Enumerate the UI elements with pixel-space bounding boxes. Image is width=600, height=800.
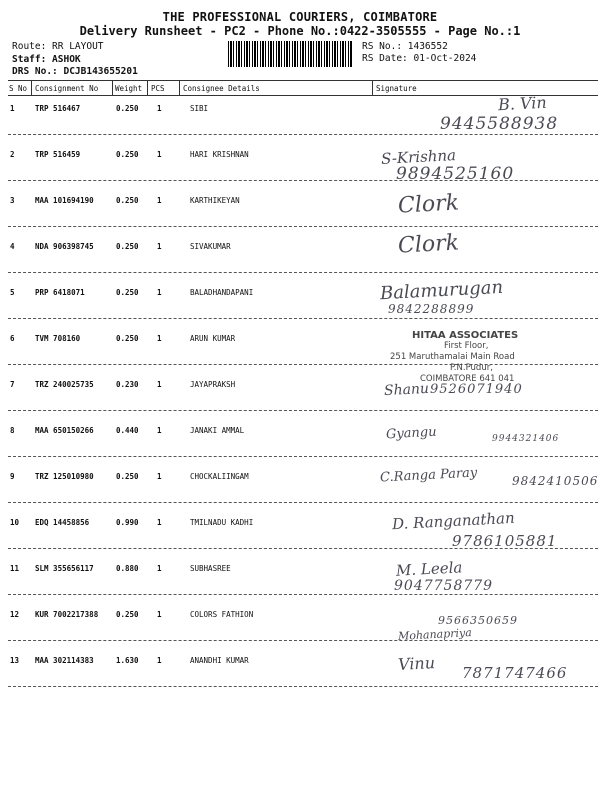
consignee-name: ARUN KUMAR bbox=[190, 334, 236, 343]
serial-number: 4 bbox=[10, 242, 15, 251]
consignee-name: SIBI bbox=[190, 104, 209, 113]
handwritten-phone: 9047758779 bbox=[394, 578, 494, 594]
pcs-value: 1 bbox=[157, 518, 162, 527]
route-label: Route: RR LAYOUT bbox=[12, 41, 104, 52]
consignment-number: TRZ 240025735 bbox=[35, 380, 94, 389]
weight-value: 0.440 bbox=[116, 426, 139, 435]
serial-number: 5 bbox=[10, 288, 15, 297]
handwritten-signature: D. Ranganathan bbox=[391, 508, 516, 534]
handwritten-signature: B. Vin bbox=[497, 92, 548, 115]
col-divider bbox=[31, 80, 32, 95]
serial-number: 7 bbox=[10, 380, 15, 389]
handwritten-signature: Balamurugan bbox=[379, 276, 504, 305]
row-separator bbox=[8, 548, 598, 549]
weight-value: 0.250 bbox=[116, 288, 139, 297]
handwritten-signature: S-Krishna bbox=[380, 146, 457, 168]
consignee-name: JANAKI AMMAL bbox=[190, 426, 245, 435]
stamp-line: HITAA ASSOCIATES bbox=[412, 330, 519, 341]
rs-date: RS Date: 01-Oct-2024 bbox=[362, 53, 477, 64]
col-divider bbox=[179, 80, 180, 95]
handwritten-signature: Mohanapriya bbox=[397, 626, 473, 643]
serial-number: 8 bbox=[10, 426, 15, 435]
serial-number: 2 bbox=[10, 150, 15, 159]
weight-value: 0.990 bbox=[116, 518, 139, 527]
stamp-line: First Floor, bbox=[444, 341, 489, 351]
handwritten-signature: M. Leela bbox=[395, 558, 463, 580]
pcs-value: 1 bbox=[157, 426, 162, 435]
handwritten-signature: Clork bbox=[397, 230, 460, 259]
weight-value: 0.880 bbox=[116, 564, 139, 573]
serial-number: 6 bbox=[10, 334, 15, 343]
pcs-value: 1 bbox=[157, 104, 162, 113]
serial-number: 11 bbox=[10, 564, 20, 573]
consignee-name: HARI KRISHNAN bbox=[190, 150, 249, 159]
col-header-consignment: Consignment No bbox=[35, 84, 99, 93]
col-header-signature: Signature bbox=[376, 84, 417, 93]
row-separator bbox=[8, 226, 598, 227]
weight-value: 0.250 bbox=[116, 242, 139, 251]
pcs-value: 1 bbox=[157, 242, 162, 251]
serial-number: 12 bbox=[10, 610, 20, 619]
handwritten-signature: Gyangu bbox=[385, 424, 437, 443]
consignee-name: SUBHASREE bbox=[190, 564, 231, 573]
pcs-value: 1 bbox=[157, 472, 162, 481]
pcs-value: 1 bbox=[157, 288, 162, 297]
consignment-number: TRP 516467 bbox=[35, 104, 81, 113]
handwritten-phone: 9445588938 bbox=[440, 114, 559, 134]
col-header-weight: Weight bbox=[115, 84, 143, 93]
col-divider bbox=[112, 80, 113, 95]
consignee-name: SIVAKUMAR bbox=[190, 242, 231, 251]
row-separator bbox=[8, 410, 598, 411]
handwritten-phone: 9894525160 bbox=[396, 164, 515, 184]
weight-value: 0.250 bbox=[116, 104, 139, 113]
drs-number: DRS No.: DCJB143655201 bbox=[12, 66, 138, 77]
header-top-rule bbox=[8, 80, 598, 81]
consignee-name: KARTHIKEYAN bbox=[190, 196, 240, 205]
row-separator bbox=[8, 272, 598, 273]
weight-value: 0.250 bbox=[116, 196, 139, 205]
serial-number: 9 bbox=[10, 472, 15, 481]
consignment-number: TRP 516459 bbox=[35, 150, 81, 159]
consignment-number: PRP 6418071 bbox=[35, 288, 85, 297]
consignment-number: MAA 650150266 bbox=[35, 426, 94, 435]
weight-value: 1.630 bbox=[116, 656, 139, 665]
serial-number: 3 bbox=[10, 196, 15, 205]
pcs-value: 1 bbox=[157, 334, 162, 343]
pcs-value: 1 bbox=[157, 196, 162, 205]
handwritten-phone: 9944321406 bbox=[492, 434, 560, 444]
row-separator bbox=[8, 456, 598, 457]
serial-number: 13 bbox=[10, 656, 20, 665]
handwritten-phone: 9566350659 bbox=[438, 614, 518, 627]
handwritten-phone: 9526071940 bbox=[430, 382, 523, 397]
consignee-name: ANANDHI KUMAR bbox=[190, 656, 249, 665]
handwritten-signature: Shanu bbox=[383, 380, 430, 400]
row-separator bbox=[8, 640, 598, 641]
col-divider bbox=[372, 80, 373, 95]
consignment-number: EDQ 14458856 bbox=[35, 518, 90, 527]
consignee-name: CHOCKALIINGAM bbox=[190, 472, 249, 481]
handwritten-signature: Vinu bbox=[397, 653, 436, 674]
consignment-number: NDA 906398745 bbox=[35, 242, 94, 251]
handwritten-phone: 7871747466 bbox=[462, 664, 568, 682]
stamp-line: COIMBATORE 641 041 bbox=[420, 374, 515, 384]
consignment-number: TVM 708160 bbox=[35, 334, 81, 343]
staff-label: Staff: ASHOK bbox=[12, 54, 81, 65]
row-separator bbox=[8, 502, 598, 503]
consignment-number: KUR 7002217388 bbox=[35, 610, 99, 619]
barcode bbox=[228, 41, 352, 67]
consignee-name: TMILNADU KADHI bbox=[190, 518, 254, 527]
stamp-line: 251 Maruthamalai Main Road bbox=[390, 352, 515, 362]
company-stamp bbox=[382, 330, 582, 385]
weight-value: 0.250 bbox=[116, 610, 139, 619]
consignee-name: BALADHANDAPANI bbox=[190, 288, 254, 297]
pcs-value: 1 bbox=[157, 564, 162, 573]
pcs-value: 1 bbox=[157, 656, 162, 665]
pcs-value: 1 bbox=[157, 150, 162, 159]
consignee-name: COLORS FATHION bbox=[190, 610, 254, 619]
col-header-pcs: PCS bbox=[151, 84, 165, 93]
row-separator bbox=[8, 134, 598, 135]
runsheet-subtitle: Delivery Runsheet - PC2 - Phone No.:0422-3505555 - Page No.:1 bbox=[79, 24, 521, 38]
handwritten-signature: C.Ranga Paray bbox=[379, 465, 478, 486]
rs-number: RS No.: 1436552 bbox=[362, 41, 448, 52]
company-title: THE PROFESSIONAL COURIERS, COIMBATORE bbox=[162, 10, 438, 24]
consignment-number: MAA 101694190 bbox=[35, 196, 94, 205]
consignment-number: SLM 355656117 bbox=[35, 564, 94, 573]
weight-value: 0.250 bbox=[116, 150, 139, 159]
consignment-number: TRZ 125010980 bbox=[35, 472, 94, 481]
row-separator bbox=[8, 686, 598, 687]
pcs-value: 1 bbox=[157, 610, 162, 619]
serial-number: 1 bbox=[10, 104, 15, 113]
col-header-consignee: Consignee Details bbox=[183, 84, 260, 93]
weight-value: 0.230 bbox=[116, 380, 139, 389]
pcs-value: 1 bbox=[157, 380, 162, 389]
handwritten-phone: 9786105881 bbox=[452, 532, 558, 550]
weight-value: 0.250 bbox=[116, 334, 139, 343]
handwritten-phone: 9842288899 bbox=[388, 302, 475, 316]
col-divider bbox=[147, 80, 148, 95]
row-separator bbox=[8, 594, 598, 595]
serial-number: 10 bbox=[10, 518, 20, 527]
consignment-number: MAA 302114383 bbox=[35, 656, 94, 665]
row-separator bbox=[8, 180, 598, 181]
col-header-sno: S No bbox=[9, 84, 28, 93]
row-separator bbox=[8, 318, 598, 319]
weight-value: 0.250 bbox=[116, 472, 139, 481]
handwritten-signature: Clork bbox=[397, 190, 460, 219]
consignee-name: JAYAPRAKSH bbox=[190, 380, 236, 389]
stamp-line: P.N.Pudur, bbox=[450, 363, 493, 373]
handwritten-phone: 9842410506 bbox=[512, 474, 599, 488]
